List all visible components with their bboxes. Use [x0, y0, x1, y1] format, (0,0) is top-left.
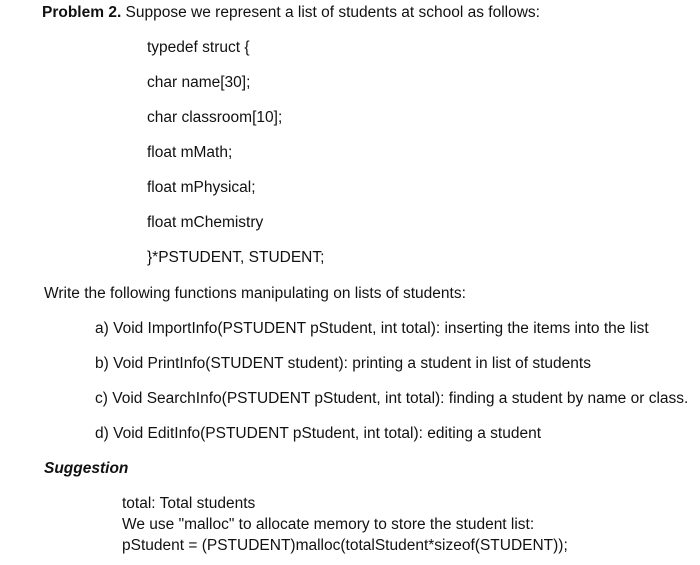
suggestion-line: We use "malloc" to allocate memory to store the student list:: [122, 516, 535, 533]
suggestion-line: pStudent = (PSTUDENT)malloc(totalStudent*sizeof(STUDENT));: [122, 537, 568, 554]
problem-label: Problem 2.: [42, 4, 122, 21]
problem-statement: [42, 5, 540, 21]
function-item: d) Void EditInfo(PSTUDENT pStudent, int total): editing a student: [95, 425, 542, 442]
function-item: a) Void ImportInfo(PSTUDENT pStudent, int total): inserting the items into the list: [95, 320, 649, 337]
suggestion-heading: Suggestion: [44, 460, 129, 477]
problem-text: Suppose we represent a list of students at school as follows:: [121, 4, 540, 21]
function-item: c) Void SearchInfo(PSTUDENT pStudent, int total): finding a student by name or class.: [95, 390, 689, 407]
struct-line: float mChemistry: [147, 214, 264, 231]
struct-line: float mMath;: [147, 144, 233, 161]
struct-line: }*PSTUDENT, STUDENT;: [147, 249, 325, 266]
struct-line: char name[30];: [147, 74, 251, 91]
function-item: b) Void PrintInfo(STUDENT student): printing a student in list of students: [95, 355, 591, 372]
struct-line: typedef struct {: [147, 39, 250, 56]
struct-line: char classroom[10];: [147, 109, 283, 126]
instruction-text: Write the following functions manipulating on lists of students:: [44, 285, 466, 302]
struct-line: float mPhysical;: [147, 179, 256, 196]
suggestion-line: total: Total students: [122, 495, 256, 512]
